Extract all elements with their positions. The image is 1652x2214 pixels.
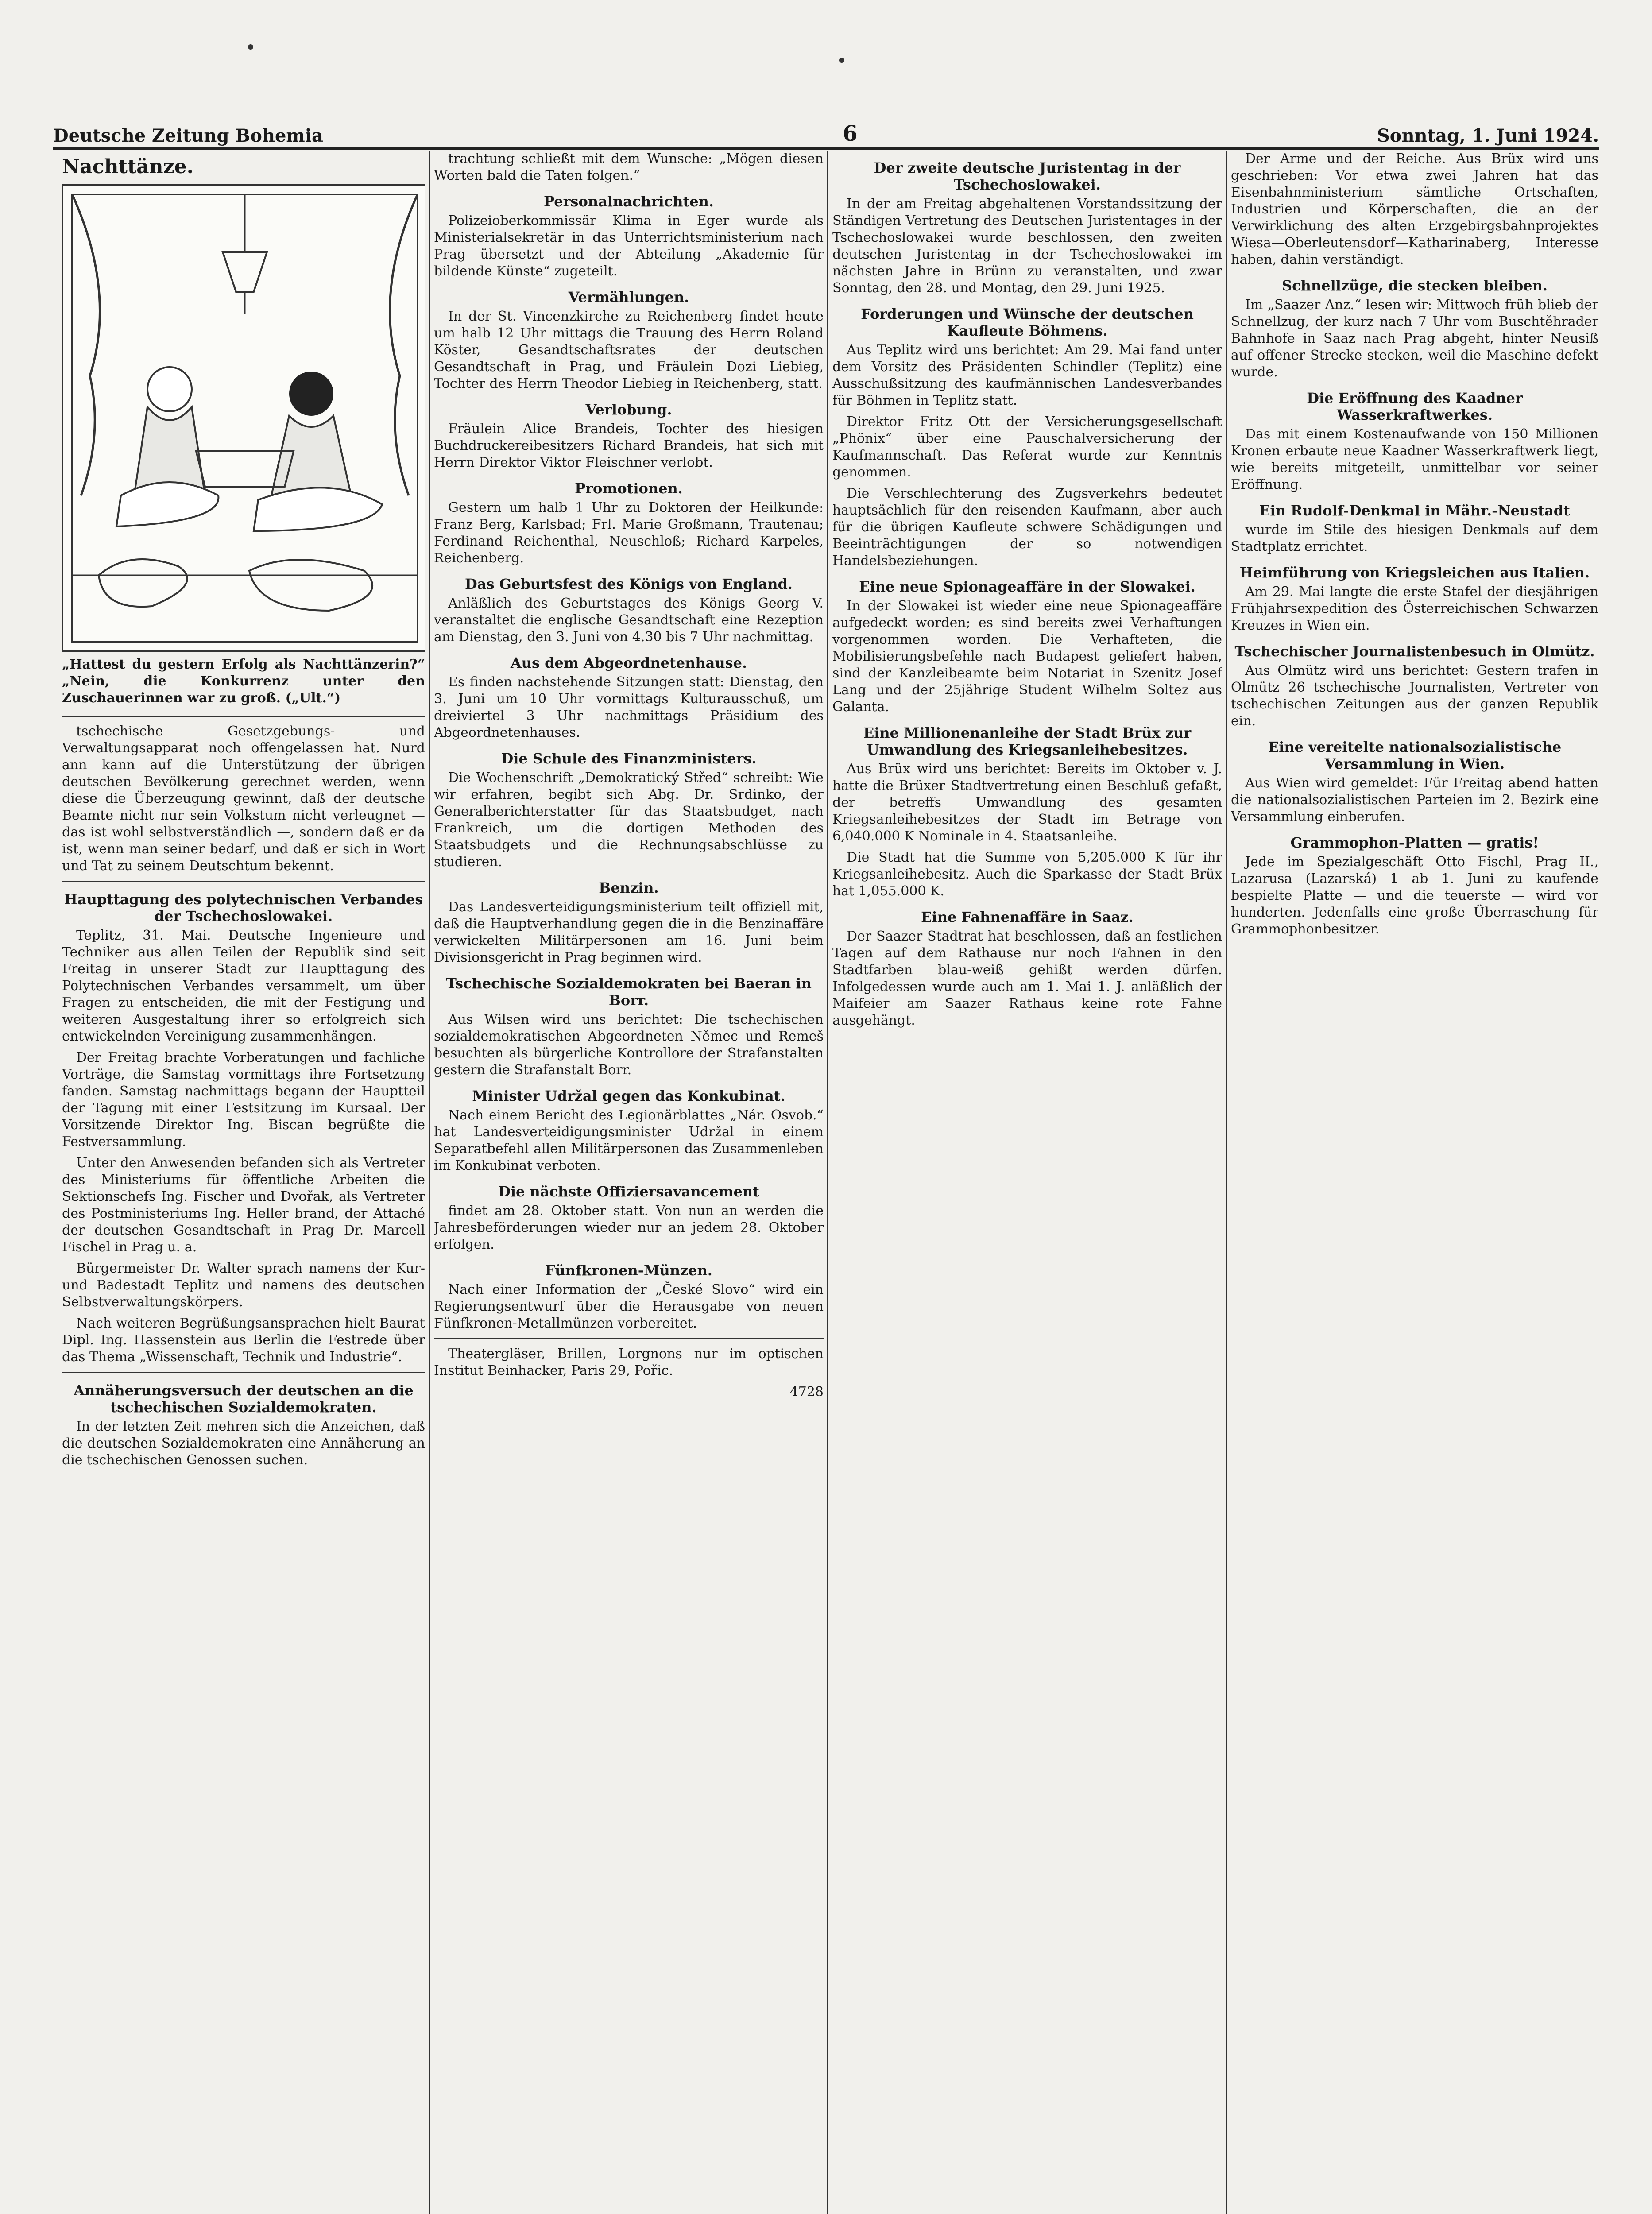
column-1 bbox=[62, 151, 425, 2214]
cartoon-caption: „Hattest du gestern Erfolg als Nachttänzerin?“ „Nein, die Konkurrenz unter den Zuschauerinnen war zu groß. („Ult.“) bbox=[62, 657, 425, 706]
article-heading: Tschechische Sozialdemokraten bei Baeran in Borr. bbox=[446, 975, 812, 1009]
article-heading: Eine neue Spionageaffäre in der Slowakei. bbox=[859, 578, 1195, 595]
cartoon-illustration bbox=[62, 184, 425, 652]
paragraph: Aus Olmütz wird uns berichtet: Gestern trafen in Olmütz 26 tschechische Journalisten, Vertreter von tschechischen Zeitungen aus der ganzen Republik ein. bbox=[1231, 663, 1598, 729]
paragraph: Nach einer Information der „České Slovo“ wird ein Regierungsentwurf über die Herausgabe von neuen Fünfkronen-Metallmünzen vorbereitet. bbox=[434, 1282, 824, 1331]
article-heading: Benzin. bbox=[599, 879, 659, 896]
header-rule bbox=[53, 147, 1599, 150]
column-4 bbox=[1231, 151, 1598, 2214]
paragraph: Teplitz, 31. Mai. Deutsche Ingenieure und Techniker aus allen Teilen der Republik sind seit Freitag in unserer Stadt zur Haupttagung des Polytechnischen Verbandes versammelt, um über Fragen zu entscheiden, die mit der Festigung und weiteren Ausgestaltung ihrer so erfolgreich sich entwickelnden Vereinigung zusammenhängen. bbox=[62, 928, 425, 1044]
article-heading: Das Geburtsfest des Königs von England. bbox=[464, 576, 793, 592]
paper-name: Deutsche Zeitung Bohemia bbox=[53, 125, 323, 146]
article-heading: Eine Millionenanleihe der Stadt Brüx zur Umwandlung des Kriegsanleihebesitzes. bbox=[863, 724, 1192, 758]
paragraph: Der Saazer Stadtrat hat beschlossen, daß an festlichen Tagen auf dem Rathause nur noch Fahnen in den Stadtfarben blau-weiß gehißt werden dürfen. Infolgedessen wurde auch am 1. Mai 1. J. anläßlich der Maifeier am Saazer Rathaus keine rote Fahne ausgehängt. bbox=[832, 929, 1222, 1028]
paragraph: Der Freitag brachte Vorberatungen und fachliche Vorträge, die Samstag vormittags ihre Fortsetzung fanden. Samstag nachmittags begann der Hauptteil der Tagung mit einer Festsitzung im Kursaal. Der Vorsitzende Direktor Ing. Biscan begrüßte die Festversammlung. bbox=[62, 1050, 425, 1150]
article-heading: Aus dem Abgeordnetenhause. bbox=[510, 654, 747, 671]
paragraph: Das mit einem Kostenaufwande von 150 Millionen Kronen erbaute neue Kaadner Wasserkraftwerk liegt, wie bereits mitgeteilt, unmittelbar vor seiner Eröffnung. bbox=[1231, 426, 1598, 492]
advertisement: Theatergläser, Brillen, Lorgnons nur im optischen Institut Beinhacker, Paris 29, Pořic. bbox=[434, 1346, 824, 1378]
paragraph: Nach einem Bericht des Legionärblattes „Nár. Osvob.“ hat Landesverteidigungsminister Udržal in einem Separatbefehl allen Militärpersonen das Zusammenleben im Konkubinat verboten. bbox=[434, 1107, 824, 1173]
article-heading: Forderungen und Wünsche der deutschen Kaufleute Böhmens. bbox=[861, 306, 1194, 339]
paragraph: Am 29. Mai langte die erste Stafel der diesjährigen Frühjahrsexpedition des Österreichischen Schwarzen Kreuzes in Wien ein. bbox=[1231, 584, 1598, 633]
dancers-drawing bbox=[63, 186, 425, 650]
paragraph: Die Verschlechterung des Zugsverkehrs bedeutet hauptsächlich für den reisenden Kaufmann, aber auch für die übrigen Kaufleute schwere Schädigungen und Beeinträchtigungen der so notwendigen Handelsbeziehungen. bbox=[832, 486, 1222, 569]
paragraph: Aus Brüx wird uns berichtet: Bereits im Oktober v. J. hatte die Brüxer Stadtvertretung einen Beschluß gefaßt, der betreffs Umwandlung des gesamten Kriegsanleihebesitzes der Stadt im Betrage von 6,040.000 K Nominale in 4. Staatsanleihe. bbox=[832, 761, 1222, 844]
paragraph: Jede im Spezialgeschäft Otto Fischl, Prag II., Lazarusa (Lazarská) 1 ab 1. Juni zu kaufende bespielte Platte — und die teuerste — wird vor hunderten. Jedenfalls eine große Überraschung für Grammophonbesitzer. bbox=[1231, 854, 1598, 937]
paragraph: wurde im Stile des hiesigen Denkmals auf dem Stadtplatz errichtet. bbox=[1231, 522, 1598, 554]
article-heading: Heimführung von Kriegsleichen aus Italien. bbox=[1239, 564, 1590, 581]
article-heading: Personalnachrichten. bbox=[544, 193, 714, 210]
article-heading: Promotionen. bbox=[575, 480, 683, 497]
divider bbox=[62, 1372, 425, 1373]
article-heading: Haupttagung des polytechnischen Verbandes der Tschechoslowakei. bbox=[64, 891, 423, 925]
article-heading: Fünfkronen-Münzen. bbox=[545, 1262, 712, 1279]
article-heading: Eine Fahnenaffäre in Saaz. bbox=[921, 909, 1134, 925]
paragraph: In der letzten Zeit mehren sich die Anzeichen, daß die deutschen Sozialdemokraten eine Annäherung an die tschechischen Genossen suchen. bbox=[62, 1419, 425, 1468]
article-heading: Ein Rudolf-Denkmal in Mähr.-Neustadt bbox=[1259, 502, 1570, 519]
paragraph: Aus Teplitz wird uns berichtet: Am 29. Mai fand unter dem Vorsitz des Präsidenten Schindler (Teplitz) eine Ausschußsitzung des kaufmännischen Landesverbandes für Böhmen in Teplitz statt. bbox=[832, 342, 1222, 408]
article-heading: Verlobung. bbox=[585, 401, 672, 418]
article-heading: Annäherungsversuch der deutschen an die tschechischen Sozialdemokraten. bbox=[74, 1382, 414, 1416]
article-heading: Die Eröffnung des Kaadner Wasserkraftwerkes. bbox=[1307, 390, 1523, 423]
article-heading: Vermählungen. bbox=[568, 289, 689, 306]
issue-date: Sonntag, 1. Juni 1924. bbox=[1377, 125, 1599, 146]
article-heading: Die Schule des Finanzministers. bbox=[501, 750, 757, 767]
paragraph: tschechische Gesetzgebungs- und Verwaltungsapparat noch offengelassen hat. Nurd ann kann auf die Unterstützung der übrigen deutschen Bevölkerung gerechnet werden, wenn diese die Überzeugung gewinnt, daß der deutsche Beamte nicht nur sein Volkstum nicht verleugnet — das ist wohl selbstverständlich —, sondern daß er da ist, wenn man seiner bedarf, und daß er sich in Wort und Tat zu seinem Deutschtum bekennt. bbox=[62, 724, 425, 874]
paragraph: Aus Wilsen wird uns berichtet: Die tschechischen sozialdemokratischen Abgeordneten Němec und Remeš besuchten als bürgerliche Kontrollore der Strafanstalten gestern die Strafanstalt Borr. bbox=[434, 1012, 824, 1078]
paragraph: In der am Freitag abgehaltenen Vorstandssitzung der Ständigen Vertretung des Deutschen Juristentages in der Tschechoslowakei wurde beschlossen, den zweiten deutschen Juristentag in der Tschechoslowakei im nächsten Jahre in Brünn zu veranstalten, und zwar Sonntag, den 28. und Montag, den 29. Juni 1925. bbox=[832, 196, 1222, 296]
column-divider bbox=[1226, 151, 1227, 2214]
paragraph: In der St. Vincenzkirche zu Reichenberg findet heute um halb 12 Uhr mittags die Trauung des Herrn Roland Köster, Gesandtschaftsrates der deutschen Gesandtschaft in Prag, und Fräulein Dozi Liebieg, Tochter des Herrn Theodor Liebieg in Reichenberg, statt. bbox=[434, 309, 824, 391]
paragraph: Im „Saazer Anz.“ lesen wir: Mittwoch früh blieb der Schnellzug, der kurz nach 7 Uhr vom Buschtěhrader Bahnhofe in Saaz nach Prag abgeht, hinter Neusiß auf offener Strecke stecken, weil die Maschine defekt wurde. bbox=[1231, 297, 1598, 380]
paragraph: Fräulein Alice Brandeis, Tochter des hiesigen Buchdruckereibesitzers Richard Brandeis, hat sich mit Herrn Direktor Viktor Fleischner verlobt. bbox=[434, 421, 824, 470]
page-header bbox=[53, 115, 1599, 146]
paragraph: Es finden nachstehende Sitzungen statt: Dienstag, den 3. Juni um 10 Uhr vormittags Kulturausschuß, um dreiviertel 3 Uhr nachmittags Präsidium des Abgeordnetenhauses. bbox=[434, 674, 824, 740]
paragraph: Bürgermeister Dr. Walter sprach namens der Kur- und Badestadt Teplitz und namens des deutschen Selbstverwaltungskörpers. bbox=[62, 1261, 425, 1310]
paragraph: Unter den Anwesenden befanden sich als Vertreter des Ministeriums für öffentliche Arbeiten die Sektionschefs Ing. Fischer und Dvořak, als Vertreter des Postministeriums Ing. Heller brand, der Attaché der deutschen Gesandtschaft in Prag Dr. Marcell Fischel in Prag u. a. bbox=[62, 1155, 425, 1255]
divider bbox=[434, 1338, 824, 1339]
paragraph: findet am 28. Oktober statt. Von nun an werden die Jahresbeförderungen wieder nur an jedem 28. Oktober erfolgen. bbox=[434, 1203, 824, 1252]
paragraph: Polizeioberkommissär Klima in Eger wurde als Ministerialsekretär in das Unterrichtsministerium nach Prag übersetzt und der Abteilung „Akademie für bildende Künste“ zugeteilt. bbox=[434, 213, 824, 279]
article-heading: Minister Udržal gegen das Konkubinat. bbox=[472, 1088, 785, 1104]
ink-speck bbox=[839, 58, 844, 63]
ink-speck bbox=[248, 44, 253, 50]
article-heading: Die nächste Offiziersavancement bbox=[498, 1183, 759, 1200]
section-title: Nachttänze. bbox=[62, 155, 193, 178]
divider bbox=[62, 881, 425, 882]
column-2 bbox=[434, 151, 824, 2214]
paragraph: Die Wochenschrift „Demokratický Střed“ schreibt: Wie wir erfahren, begibt sich Abg. Dr. Srdinko, der Generalberichterstatter für das Staatsbudget, nach Frankreich, um die dortigen Methoden des Staatsbudgets und die Rechnungsabschlüsse zu studieren. bbox=[434, 770, 824, 870]
divider bbox=[62, 716, 425, 717]
paragraph: In der Slowakei ist wieder eine neue Spionageaffäre aufgedeckt worden; es sind bereits zwei Verhaftungen vorgenommen worden. Die Verhafteten, die Mobilisierungsbefehle nach Budapest geliefert haben, sind der Kanzleibeamte beim Notariat in Szenitz Josef Lang und der 25jährige Student Wilhelm Soltez aus Galanta. bbox=[832, 598, 1222, 715]
ad-number: 4728 bbox=[789, 1384, 824, 1400]
paragraph: Anläßlich des Geburtstages des Königs Georg V. veranstaltet die englische Gesandtschaft eine Rezeption am Dienstag, den 3. Juni von 4.30 bis 7 Uhr nachmittag. bbox=[434, 596, 824, 645]
column-divider bbox=[827, 151, 828, 2214]
paragraph: Direktor Fritz Ott der Versicherungsgesellschaft „Phönix“ über eine Pauschalversicherung der Kaufmannschaft. Das Referat wurde zur Kenntnis genommen. bbox=[832, 414, 1222, 480]
paragraph: Die Stadt hat die Summe von 5,205.000 K für ihr Kriegsanleihebesitz. Auch die Sparkasse der Stadt Brüx hat 1,055.000 K. bbox=[832, 850, 1222, 899]
page-number: 6 bbox=[843, 121, 858, 146]
article-heading: Eine vereitelte nationalsozialistische Versammlung in Wien. bbox=[1268, 739, 1562, 772]
paragraph: Aus Wien wird gemeldet: Für Freitag abend hatten die nationalsozialistischen Parteien im 2. Bezirk eine Versammlung einberufen. bbox=[1231, 775, 1598, 824]
paragraph: Gestern um halb 1 Uhr zu Doktoren der Heilkunde: Franz Berg, Karlsbad; Frl. Marie Großmann, Trautenau; Ferdinand Reichenthal, Neuschloß; Richard Karpeles, Reichenberg. bbox=[434, 500, 824, 566]
paragraph: Das Landesverteidigungsministerium teilt offiziell mit, daß die Hauptverhandlung gegen die in die Benzinaffäre verwickelten Militärpersonen am 16. Juni beim Divisionsgericht in Prag beginnen wird. bbox=[434, 899, 824, 965]
paragraph: Der Arme und der Reiche. Aus Brüx wird uns geschrieben: Vor etwa zwei Jahren hat das Eisenbahnministerium sämtliche Ortschaften, Industrien und Körperschaften, die an der Verwirklichung des alten Erzgebirgsbahnprojektes Wiesa—Oberleutensdorf—Katharinaberg, Interesse haben, dahin verständigt. bbox=[1231, 151, 1598, 267]
column-divider bbox=[429, 151, 430, 2214]
article-heading: Grammophon-Platten — gratis! bbox=[1290, 834, 1539, 851]
column-3 bbox=[832, 151, 1222, 2214]
article-heading: Der zweite deutsche Juristentag in der Tschechoslowakei. bbox=[874, 159, 1181, 193]
article-heading: Schnellzüge, die stecken bleiben. bbox=[1281, 277, 1548, 294]
article-heading: Tschechischer Journalistenbesuch in Olmütz. bbox=[1234, 643, 1595, 660]
paragraph: trachtung schließt mit dem Wunsche: „Mögen diesen Worten bald die Taten folgen.“ bbox=[434, 151, 824, 183]
paragraph: Nach weiteren Begrüßungsansprachen hielt Baurat Dipl. Ing. Hassenstein aus Berlin die Festrede über das Thema „Wissenschaft, Technik und Industrie“. bbox=[62, 1316, 425, 1365]
